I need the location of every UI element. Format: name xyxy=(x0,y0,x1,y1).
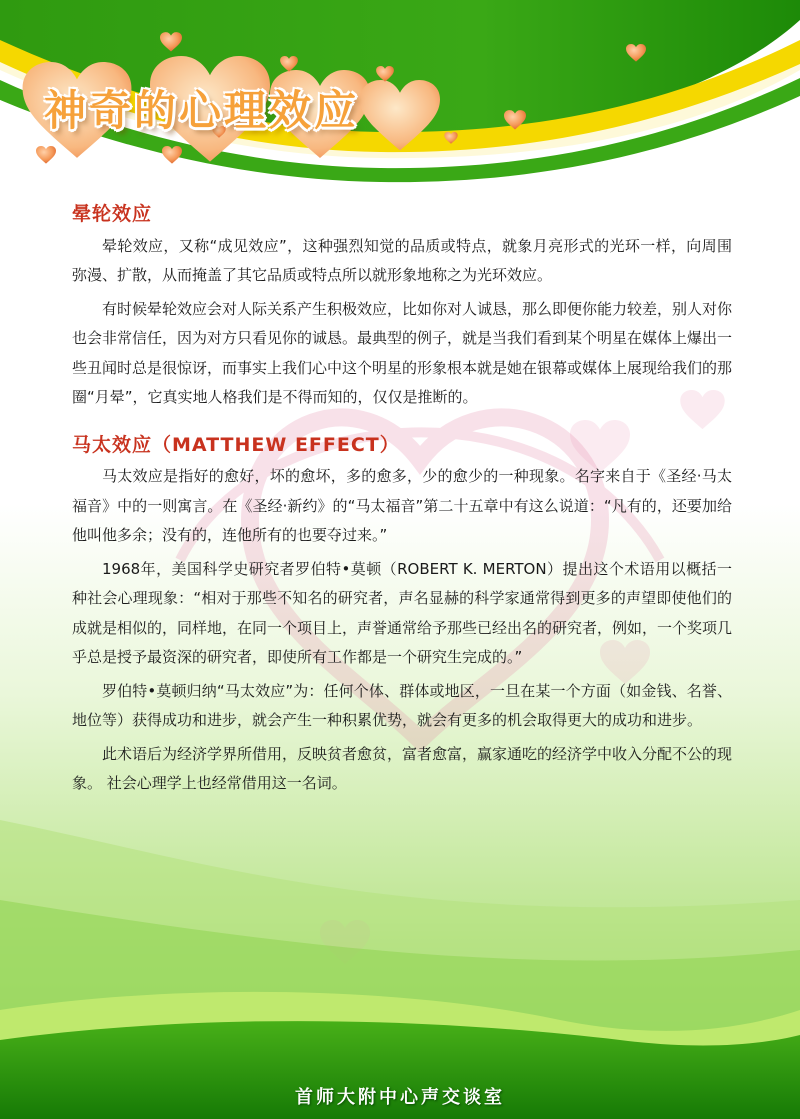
paragraph: 罗伯特•莫顿归纳“马太效应”为：任何个体、群体或地区，一旦在某一个方面（如金钱、名誉、地位等）获得成功和进步，就会产生一种积累优势，就会有更多的机会取得更大的成功和进步。 xyxy=(72,681,732,729)
paragraph: 此术语后为经济学界所借用，反映贫者愈贫，富者愈富，赢家通吃的经济学中收入分配不公的现象。 社会心理学上也经常借用这一名词。 xyxy=(72,744,733,792)
paragraph: 1968年，美国科学史研究者罗伯特•莫顿（ROBERT K. MERTON）提出这个术语用以概括一种社会心理现象：“相对于那些不知名的研究者，声名显赫的科学家通常得到更多的声望即使他们的成就是相似的，同样地，在同一个项目上，声誉通常给予那些已经出名的研究者，例如，一个奖项几乎总是授予最资深的研究者，即使所有工作都是一个研究生完成的。” xyxy=(72,559,733,666)
paragraph: 马太效应是指好的愈好，坏的愈坏，多的愈多，少的愈少的一种现象。名字来自于《圣经·马太福音》中的一则寓言。在《圣经·新约》的“马太福音”第二十五章中有这么说道：“凡有的，还要加给他叫他多余；没有的，连他所有的也要夺过来。” xyxy=(72,467,732,544)
section-heading-halo-effect: 晕轮效应 xyxy=(72,203,153,225)
section-heading-matthew-effect: 马太效应（MATTHEW EFFECT） xyxy=(72,433,400,456)
paragraph: 晕轮效应，又称“成见效应”，这种强烈知觉的品质或特点，就象月亮形式的光环一样，向周围弥漫、扩散，从而掩盖了其它品质或特点所以就形象地称之为光环效应。 xyxy=(72,236,732,284)
paragraph: 有时候晕轮效应会对人际关系产生积极效应，比如你对人诚恳，那么即便你能力较差，别人对你也会非常信任，因为对方只看见你的诚恳。最典型的例子，就是当我们看到某个明星在媒体上爆出一些丑闻时总是很惊讶，而事实上我们心中这个明星的形象根本就是她在银幕或媒体上展现给我们的那圈“月晕”，它真实地人格我们是不得而知的，仅仅是推断的。 xyxy=(72,299,733,406)
page-title: 神奇的心理效应 xyxy=(44,86,360,135)
article-body xyxy=(72,200,732,803)
footer-organization: 首师大附中心声交谈室 xyxy=(295,1087,505,1108)
